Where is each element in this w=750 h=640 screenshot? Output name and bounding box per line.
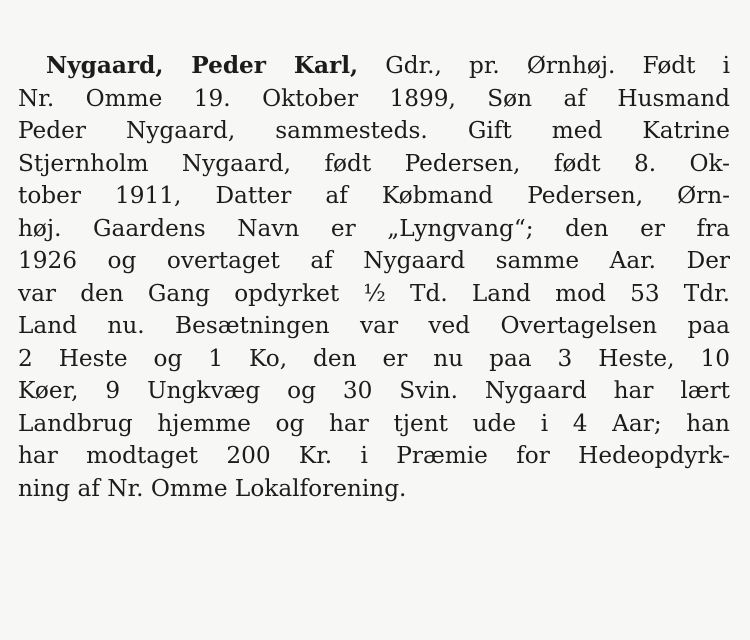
text-line-1 <box>18 50 730 83</box>
text-line-11: Køer, 9 Ungkvæg og 30 Svin. Nygaard har lært <box>18 377 730 404</box>
text-line-2: Nr. Omme 19. Oktober 1899, Søn af Husmand <box>18 84 730 112</box>
text-line-1-rest: Gdr., pr. Ørnhøj. Født i <box>385 52 731 79</box>
text-line-7: 1926 og overtaget af Nygaard samme Aar. Der <box>18 247 730 274</box>
text-line-14: ning af Nr. Omme Lokalforening. <box>18 474 407 502</box>
text-line-10: 2 Heste og 1 Ko, den er nu paa 3 Heste, 10 <box>18 344 730 372</box>
text-line-3: Peder Nygaard, sammesteds. Gift med Katrine <box>18 117 730 144</box>
person-name: Nygaard, Peder Karl, <box>46 52 359 79</box>
text-line-4: Stjernholm Nygaard, født Pedersen, født 8. Ok- <box>18 149 730 177</box>
text-line-6: høj. Gaardens Navn er „Lyngvang“; den er fra <box>18 214 730 242</box>
biographical-entry <box>18 50 730 505</box>
text-line-13: har modtaget 200 Kr. i Præmie for Hedeopdyrk- <box>18 442 730 469</box>
text-line-12: Landbrug hjemme og har tjent ude i 4 Aar; han <box>18 409 730 437</box>
text-line-5: tober 1911, Datter af Købmand Pedersen, Ørn- <box>18 182 730 209</box>
text-line-8: var den Gang opdyrket ½ Td. Land mod 53 Tdr. <box>18 279 730 307</box>
text-line-9: Land nu. Besætningen var ved Overtagelsen paa <box>18 312 730 339</box>
